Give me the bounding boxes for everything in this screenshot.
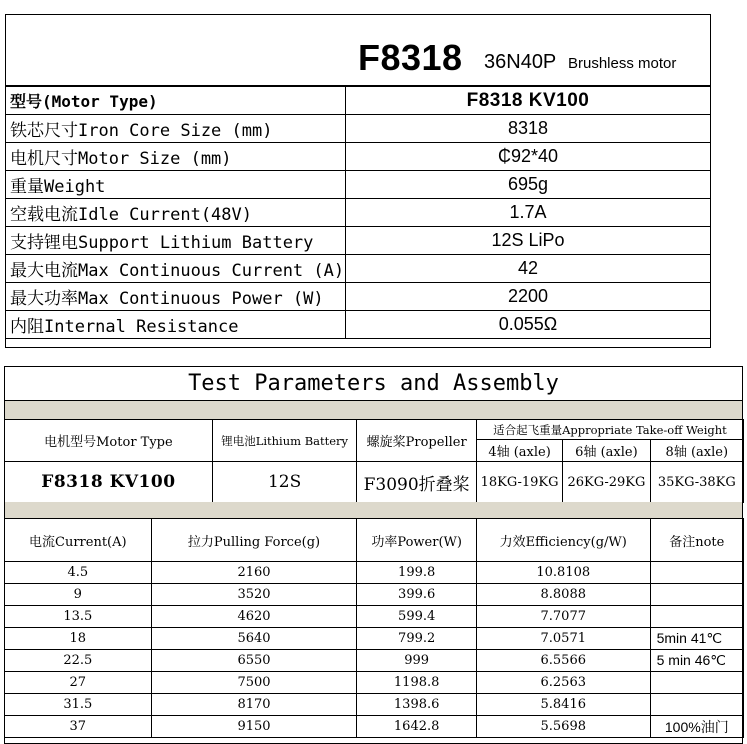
cell-current: 4.5 <box>5 562 152 584</box>
spec-row <box>6 255 711 283</box>
performance-header-row <box>5 519 744 562</box>
table-row <box>5 672 744 694</box>
model-code: 36N40P <box>484 51 557 73</box>
col-takeoff-weight: 适合起飞重量Appropriate Take-off Weight <box>476 420 743 440</box>
spec-value: 695g <box>346 171 711 199</box>
col-efficiency: 力效Efficiency(g/W) <box>476 519 650 562</box>
cell-power: 599.4 <box>357 606 476 628</box>
spec-label: 最大功率Max Continuous Power (W) <box>6 283 346 311</box>
cell-efficiency: 6.5566 <box>476 650 650 672</box>
test-title: Test Parameters and Assembly <box>5 367 742 401</box>
spec-label: 空载电流Idle Current(48V) <box>6 199 346 227</box>
assembly-weight-6: 26KG-29KG <box>563 462 650 503</box>
col-power: 功率Power(W) <box>357 519 476 562</box>
cell-pulling-force: 2160 <box>151 562 357 584</box>
spec-label: 支持锂电Support Lithium Battery <box>6 227 346 255</box>
cell-efficiency: 5.5698 <box>476 716 650 738</box>
cell-note <box>650 694 743 716</box>
cell-efficiency: 6.2563 <box>476 672 650 694</box>
spec-row <box>6 311 711 339</box>
spec-row <box>6 171 711 199</box>
spec-row <box>6 227 711 255</box>
spec-header <box>6 15 710 86</box>
cell-pulling-force: 5640 <box>151 628 357 650</box>
spec-row <box>6 143 711 171</box>
assembly-weight-8: 35KG-38KG <box>650 462 743 503</box>
cell-efficiency: 5.8416 <box>476 694 650 716</box>
cell-pulling-force: 3520 <box>151 584 357 606</box>
spec-value: 1.7A <box>346 199 711 227</box>
assembly-data-row <box>5 462 744 503</box>
spec-value: 0.055Ω <box>346 311 711 339</box>
spec-row <box>6 199 711 227</box>
test-parameters-table <box>4 366 743 744</box>
cell-pulling-force: 6550 <box>151 650 357 672</box>
assembly-propeller: F3090折叠桨 <box>357 462 476 503</box>
col-note: 备注note <box>650 519 743 562</box>
cell-pulling-force: 4620 <box>151 606 357 628</box>
table-row <box>5 584 744 606</box>
spec-rows <box>5 86 711 339</box>
spec-value: 2200 <box>346 283 711 311</box>
model-type: Brushless motor <box>568 55 677 72</box>
col-battery: 锂电池Lithium Battery <box>212 420 357 462</box>
axle-8: 8轴 (axle) <box>650 440 743 462</box>
axle-4: 4轴 (axle) <box>476 440 562 462</box>
axle-6: 6轴 (axle) <box>563 440 650 462</box>
cell-power: 1398.6 <box>357 694 476 716</box>
spec-row <box>6 87 711 115</box>
cell-pulling-force: 9150 <box>151 716 357 738</box>
assembly-motor: F8318 KV100 <box>5 462 213 503</box>
cell-current: 22.5 <box>5 650 152 672</box>
separator-band <box>5 401 742 419</box>
spec-label: 铁芯尺寸Iron Core Size (mm) <box>6 115 346 143</box>
spec-value: F8318 KV100 <box>346 87 711 115</box>
cell-power: 399.6 <box>357 584 476 606</box>
spec-label: 重量Weight <box>6 171 346 199</box>
cell-efficiency: 7.0571 <box>476 628 650 650</box>
cell-note <box>650 672 743 694</box>
cell-current: 27 <box>5 672 152 694</box>
table-row <box>5 606 744 628</box>
cell-power: 1198.8 <box>357 672 476 694</box>
cell-efficiency: 8.8088 <box>476 584 650 606</box>
spec-value: ₵92*40 <box>346 143 711 171</box>
separator-band <box>5 502 742 518</box>
spec-value: 12S LiPo <box>346 227 711 255</box>
cell-power: 199.8 <box>357 562 476 584</box>
table-row <box>5 694 744 716</box>
spec-label: 电机尺寸Motor Size (mm) <box>6 143 346 171</box>
table-row <box>5 650 744 672</box>
cell-pulling-force: 7500 <box>151 672 357 694</box>
cell-efficiency: 10.8108 <box>476 562 650 584</box>
assembly-header-row <box>5 420 744 440</box>
cell-efficiency: 7.7077 <box>476 606 650 628</box>
spec-row <box>6 283 711 311</box>
assembly-weight-4: 18KG-19KG <box>476 462 562 503</box>
motor-spec-table <box>5 14 711 348</box>
cell-current: 13.5 <box>5 606 152 628</box>
cell-power: 799.2 <box>357 628 476 650</box>
spec-label: 内阻Internal Resistance <box>6 311 346 339</box>
cell-note <box>650 606 743 628</box>
col-current: 电流Current(A) <box>5 519 152 562</box>
cell-power: 999 <box>357 650 476 672</box>
col-propeller: 螺旋桨Propeller <box>357 420 476 462</box>
performance-table <box>4 518 744 738</box>
cell-current: 37 <box>5 716 152 738</box>
table-row <box>5 716 744 738</box>
cell-pulling-force: 8170 <box>151 694 357 716</box>
spec-value: 8318 <box>346 115 711 143</box>
cell-note: 5 min 46℃ <box>650 650 743 672</box>
table-row <box>5 628 744 650</box>
col-motor-type: 电机型号Motor Type <box>5 420 213 462</box>
spec-value: 42 <box>346 255 711 283</box>
cell-current: 18 <box>5 628 152 650</box>
cell-current: 31.5 <box>5 694 152 716</box>
table-row <box>5 562 744 584</box>
assembly-battery: 12S <box>212 462 357 503</box>
model-name: F8318 <box>358 37 463 78</box>
cell-note: 5min 41℃ <box>650 628 743 650</box>
col-pulling-force: 拉力Pulling Force(g) <box>151 519 357 562</box>
spec-label: 最大电流Max Continuous Current (A) <box>6 255 346 283</box>
spec-label: 型号(Motor Type) <box>6 87 346 115</box>
spec-row <box>6 115 711 143</box>
cell-power: 1642.8 <box>357 716 476 738</box>
cell-note: 100%油门 <box>650 716 743 738</box>
cell-current: 9 <box>5 584 152 606</box>
cell-note <box>650 562 743 584</box>
cell-note <box>650 584 743 606</box>
assembly-table <box>4 419 744 503</box>
